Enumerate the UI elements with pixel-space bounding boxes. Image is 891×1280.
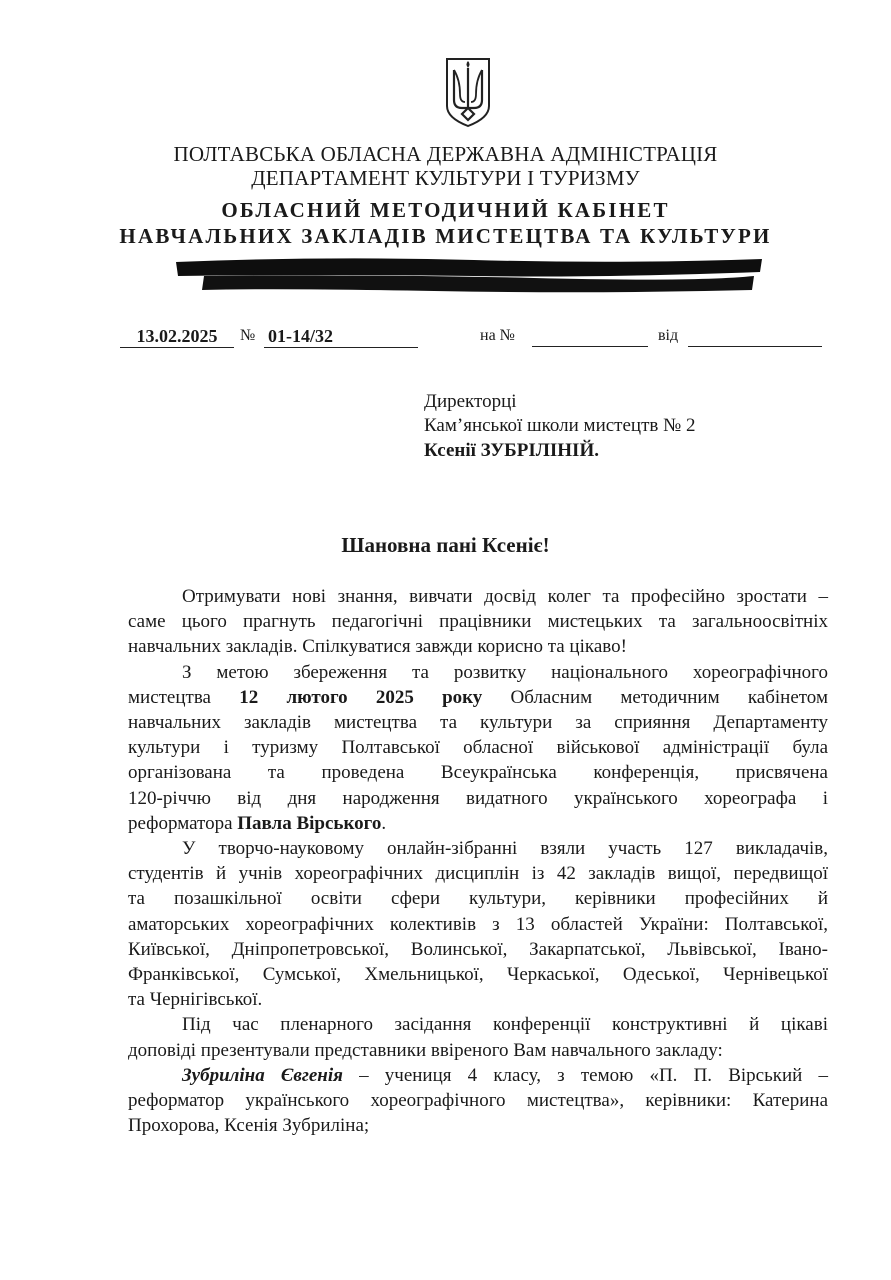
from-label: від	[658, 327, 679, 344]
body-line: організована та проведена Всеукраїнська конференція, присвячена	[128, 762, 828, 784]
body-line: реформатора Павла Вірського.	[128, 812, 387, 834]
addressee-position: Директорці	[424, 391, 517, 412]
body-line: доповіді презентували представники ввіреного Вам навчального закладу:	[128, 1039, 723, 1061]
administration-title: ПОЛТАВСЬКА ОБЛАСНА ДЕРЖАВНА АДМІНІСТРАЦІЯ	[173, 142, 718, 166]
department-title: ДЕПАРТАМЕНТ КУЛЬТУРИ І ТУРИЗМУ	[251, 166, 640, 190]
body-line: студентів й учнів хореографічних дисциплін із 42 закладів вищої, передвищої	[128, 863, 828, 885]
letter-number: 01-14/32	[264, 325, 418, 348]
body-line: Київської, Дніпропетровської, Волинської, Закарпатської, Львівської, Івано-	[128, 938, 828, 960]
body-line: Отримувати нові знання, вивчати досвід колег та професійно зростати –	[182, 586, 828, 607]
body-line: навчальних закладів мистецтва та культури за сприяння Департаменту	[128, 712, 828, 734]
body-line: Під час пленарного засідання конференції конструктивні й цікаві	[182, 1014, 828, 1036]
body-line: навчальних закладів. Спілкуватися завжди корисно та цікаво!	[128, 636, 627, 658]
conference-date: 12 лютого 2025 року	[239, 686, 483, 708]
body-line: культури і туризму Полтавської обласної військової адміністрації була	[128, 737, 828, 759]
body-line: аматорських хореографічних колективів з 13 областей України: Полтавської,	[128, 913, 828, 935]
reference-blank	[532, 325, 648, 347]
addressee-name: Ксенії ЗУБРІЛІНІЙ.	[424, 440, 599, 461]
from-blank	[688, 325, 822, 347]
body-line: У творчо-науковому онлайн-зібранні взяли участь 127 викладачів,	[182, 838, 828, 860]
number-sign: №	[240, 327, 256, 344]
trident-coat-of-arms-icon	[443, 56, 493, 128]
office-title-line2: НАВЧАЛЬНИХ ЗАКЛАДІВ МИСТЕЦТВА ТА КУЛЬТУРИ	[119, 224, 772, 248]
body-line: Прохорова, Ксенія Зубриліна;	[128, 1115, 370, 1137]
body-line: З метою збереження та розвитку національного хореографічного	[182, 661, 828, 683]
letter-date: 13.02.2025	[120, 325, 234, 348]
body-line: Франківської, Сумської, Хмельницької, Черкаської, Одеської, Чернівецької	[128, 964, 828, 986]
body-line: реформатор українського хореографічного мистецтва», керівники: Катерина	[128, 1090, 828, 1112]
office-title: ОБЛАСНИЙ МЕТОДИЧНИЙ КАБІНЕТ	[221, 198, 670, 222]
greeting: Шановна пані Ксеніє!	[341, 533, 550, 557]
body-line: та позашкільної освіти сфери культури, керівники професійних й	[128, 888, 828, 910]
honoree-name: Павла Вірського	[237, 812, 382, 834]
addressee-institution: Кам’янської школи мистецтв № 2	[424, 415, 696, 436]
student-name: Зубриліна Євгенія	[182, 1064, 343, 1086]
reference-label: на №	[480, 327, 515, 344]
letter-body	[128, 584, 828, 1138]
redacted-contacts-block	[174, 254, 764, 294]
body-line: Зубриліна Євгенія – учениця 4 класу, з темою «П. П. Вірський –	[182, 1064, 828, 1086]
body-line: та Чернігівської.	[128, 989, 263, 1011]
body-line: саме цього прагнуть педагогічні працівники мистецьких та загальноосвітніх	[128, 611, 828, 633]
body-line: 120-річчю від дня народження видатного українського хореографа і	[128, 787, 828, 809]
body-line: мистецтва 12 лютого 2025 року Обласним методичним кабінетом	[128, 686, 828, 708]
